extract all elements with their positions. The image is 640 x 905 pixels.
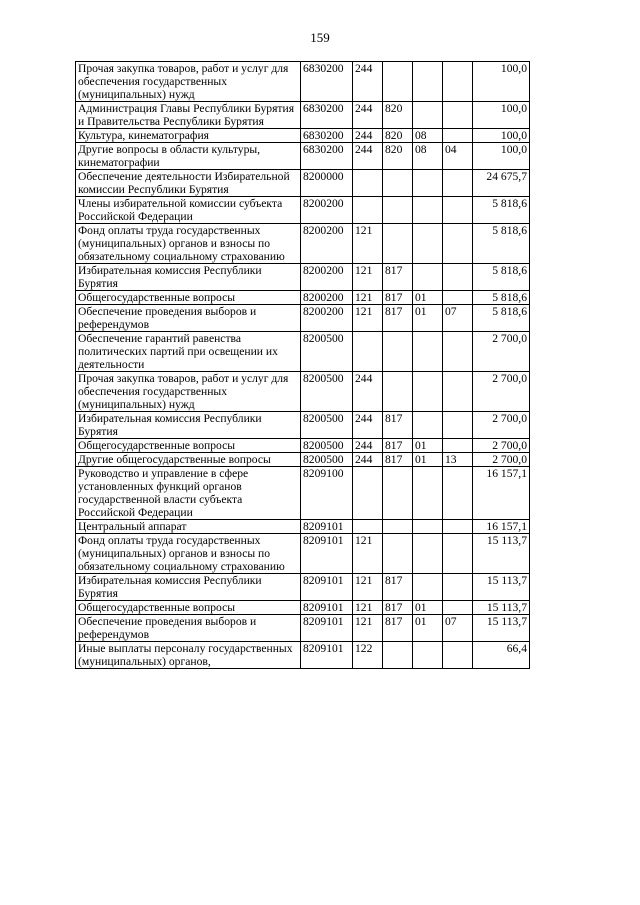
row-sum-cell: 15 113,7 <box>473 534 530 574</box>
row-administrator-cell <box>383 197 413 224</box>
row-target-code-cell: 8209101 <box>301 642 353 669</box>
row-sum-cell: 100,0 <box>473 102 530 129</box>
row-subsection-cell: 07 <box>443 305 473 332</box>
row-name-cell: Общегосударственные вопросы <box>76 291 301 305</box>
row-administrator-cell <box>383 520 413 534</box>
row-name-cell: Избирательная комиссия Республики Бурятия <box>76 264 301 291</box>
row-sum-cell: 2 700,0 <box>473 412 530 439</box>
row-subsection-cell <box>443 170 473 197</box>
row-expense-type-cell: 244 <box>353 129 383 143</box>
row-sum-cell: 2 700,0 <box>473 372 530 412</box>
row-sum-cell: 15 113,7 <box>473 615 530 642</box>
row-sum-cell: 100,0 <box>473 129 530 143</box>
row-administrator-cell: 817 <box>383 615 413 642</box>
row-sum-cell: 5 818,6 <box>473 305 530 332</box>
row-expense-type-cell: 244 <box>353 102 383 129</box>
row-section-cell <box>413 642 443 669</box>
row-target-code-cell: 6830200 <box>301 129 353 143</box>
row-target-code-cell: 8200500 <box>301 332 353 372</box>
row-expense-type-cell: 121 <box>353 305 383 332</box>
row-target-code-cell: 8200200 <box>301 264 353 291</box>
row-section-cell <box>413 412 443 439</box>
row-expense-type-cell: 122 <box>353 642 383 669</box>
row-name-cell: Обеспечение гарантий равенства политических партий при освещении их деятельности <box>76 332 301 372</box>
table-row <box>76 467 530 520</box>
row-administrator-cell <box>383 332 413 372</box>
table-row <box>76 601 530 615</box>
row-subsection-cell <box>443 62 473 102</box>
row-subsection-cell <box>443 574 473 601</box>
table-row <box>76 412 530 439</box>
table-row <box>76 264 530 291</box>
row-target-code-cell: 8209101 <box>301 615 353 642</box>
row-section-cell: 08 <box>413 143 443 170</box>
row-administrator-cell: 820 <box>383 129 413 143</box>
row-target-code-cell: 8200500 <box>301 453 353 467</box>
row-subsection-cell <box>443 372 473 412</box>
row-subsection-cell <box>443 332 473 372</box>
row-sum-cell: 15 113,7 <box>473 574 530 601</box>
row-target-code-cell: 8200500 <box>301 439 353 453</box>
row-expense-type-cell <box>353 467 383 520</box>
row-sum-cell: 16 157,1 <box>473 467 530 520</box>
row-sum-cell: 5 818,6 <box>473 224 530 264</box>
row-target-code-cell: 8200200 <box>301 291 353 305</box>
row-section-cell: 01 <box>413 615 443 642</box>
row-name-cell: Руководство и управление в сфере установленных функций органов государственной власти субъекта Российской Федерации <box>76 467 301 520</box>
row-subsection-cell <box>443 291 473 305</box>
row-sum-cell: 5 818,6 <box>473 197 530 224</box>
row-section-cell <box>413 574 443 601</box>
table-row <box>76 372 530 412</box>
row-administrator-cell: 817 <box>383 574 413 601</box>
row-name-cell: Другие вопросы в области культуры, кинематографии <box>76 143 301 170</box>
row-section-cell: 01 <box>413 453 443 467</box>
row-subsection-cell <box>443 534 473 574</box>
row-section-cell: 08 <box>413 129 443 143</box>
table-row <box>76 305 530 332</box>
row-expense-type-cell: 121 <box>353 224 383 264</box>
row-expense-type-cell <box>353 332 383 372</box>
row-expense-type-cell: 244 <box>353 439 383 453</box>
row-target-code-cell: 8209101 <box>301 601 353 615</box>
row-name-cell: Фонд оплаты труда государственных (муниципальных) органов и взносы по обязательному социальному страхованию <box>76 534 301 574</box>
row-subsection-cell: 13 <box>443 453 473 467</box>
row-target-code-cell: 6830200 <box>301 143 353 170</box>
row-expense-type-cell <box>353 170 383 197</box>
row-subsection-cell <box>443 439 473 453</box>
row-administrator-cell <box>383 62 413 102</box>
row-name-cell: Другие общегосударственные вопросы <box>76 453 301 467</box>
row-target-code-cell: 8200500 <box>301 412 353 439</box>
row-administrator-cell: 817 <box>383 264 413 291</box>
row-name-cell: Обеспечение деятельности Избирательной комиссии Республики Бурятия <box>76 170 301 197</box>
row-expense-type-cell: 244 <box>353 412 383 439</box>
row-sum-cell: 2 700,0 <box>473 453 530 467</box>
row-subsection-cell <box>443 467 473 520</box>
row-target-code-cell: 8200000 <box>301 170 353 197</box>
row-section-cell: 01 <box>413 601 443 615</box>
row-target-code-cell: 8200200 <box>301 305 353 332</box>
row-administrator-cell: 820 <box>383 102 413 129</box>
table-row <box>76 439 530 453</box>
row-section-cell <box>413 520 443 534</box>
row-subsection-cell <box>443 520 473 534</box>
table-row <box>76 170 530 197</box>
row-name-cell: Центральный аппарат <box>76 520 301 534</box>
table-row <box>76 224 530 264</box>
table-row <box>76 332 530 372</box>
row-name-cell: Иные выплаты персоналу государственных (муниципальных) органов, <box>76 642 301 669</box>
row-sum-cell: 2 700,0 <box>473 439 530 453</box>
row-administrator-cell: 817 <box>383 291 413 305</box>
table-row <box>76 143 530 170</box>
row-section-cell <box>413 224 443 264</box>
row-expense-type-cell: 121 <box>353 291 383 305</box>
table-row <box>76 62 530 102</box>
row-subsection-cell <box>443 197 473 224</box>
row-administrator-cell: 817 <box>383 305 413 332</box>
page-number: 159 <box>310 30 330 45</box>
row-section-cell <box>413 264 443 291</box>
row-name-cell: Избирательная комиссия Республики Бурятия <box>76 412 301 439</box>
row-subsection-cell <box>443 102 473 129</box>
row-section-cell <box>413 102 443 129</box>
row-target-code-cell: 8200200 <box>301 197 353 224</box>
row-name-cell: Прочая закупка товаров, работ и услуг для обеспечения государственных (муниципальных) нужд <box>76 372 301 412</box>
row-subsection-cell: 07 <box>443 615 473 642</box>
row-subsection-cell: 04 <box>443 143 473 170</box>
row-expense-type-cell <box>353 197 383 224</box>
row-expense-type-cell: 121 <box>353 601 383 615</box>
row-sum-cell: 5 818,6 <box>473 291 530 305</box>
row-subsection-cell <box>443 412 473 439</box>
table-row <box>76 534 530 574</box>
row-sum-cell: 2 700,0 <box>473 332 530 372</box>
table-row <box>76 642 530 669</box>
row-administrator-cell: 820 <box>383 143 413 170</box>
row-expense-type-cell: 244 <box>353 453 383 467</box>
row-administrator-cell <box>383 642 413 669</box>
row-administrator-cell <box>383 467 413 520</box>
table-row <box>76 102 530 129</box>
row-expense-type-cell: 244 <box>353 62 383 102</box>
row-administrator-cell <box>383 224 413 264</box>
table-row <box>76 291 530 305</box>
row-section-cell: 01 <box>413 439 443 453</box>
row-sum-cell: 16 157,1 <box>473 520 530 534</box>
row-subsection-cell <box>443 264 473 291</box>
row-subsection-cell <box>443 601 473 615</box>
row-administrator-cell <box>383 372 413 412</box>
row-sum-cell: 15 113,7 <box>473 601 530 615</box>
row-name-cell: Фонд оплаты труда государственных (муниципальных) органов и взносы по обязательному социальному страхованию <box>76 224 301 264</box>
table-row <box>76 574 530 601</box>
row-name-cell: Члены избирательной комиссии субъекта Российской Федерации <box>76 197 301 224</box>
row-administrator-cell <box>383 534 413 574</box>
row-expense-type-cell: 121 <box>353 615 383 642</box>
row-name-cell: Общегосударственные вопросы <box>76 439 301 453</box>
row-section-cell <box>413 467 443 520</box>
row-name-cell: Общегосударственные вопросы <box>76 601 301 615</box>
row-target-code-cell: 8209101 <box>301 534 353 574</box>
row-sum-cell: 5 818,6 <box>473 264 530 291</box>
table-row <box>76 129 530 143</box>
budget-table <box>75 61 530 669</box>
table-row <box>76 453 530 467</box>
row-section-cell <box>413 62 443 102</box>
row-name-cell: Администрация Главы Республики Бурятия и Правительства Республики Бурятия <box>76 102 301 129</box>
row-administrator-cell <box>383 170 413 197</box>
row-section-cell <box>413 534 443 574</box>
row-expense-type-cell: 121 <box>353 574 383 601</box>
row-target-code-cell: 8200200 <box>301 224 353 264</box>
row-section-cell <box>413 372 443 412</box>
row-target-code-cell: 6830200 <box>301 62 353 102</box>
row-sum-cell: 100,0 <box>473 143 530 170</box>
row-target-code-cell: 6830200 <box>301 102 353 129</box>
table-row <box>76 520 530 534</box>
row-sum-cell: 100,0 <box>473 62 530 102</box>
table-row <box>76 615 530 642</box>
row-name-cell: Культура, кинематография <box>76 129 301 143</box>
row-name-cell: Избирательная комиссия Республики Бурятия <box>76 574 301 601</box>
row-subsection-cell <box>443 224 473 264</box>
row-administrator-cell: 817 <box>383 453 413 467</box>
row-section-cell <box>413 332 443 372</box>
row-expense-type-cell: 121 <box>353 264 383 291</box>
row-administrator-cell: 817 <box>383 439 413 453</box>
row-name-cell: Обеспечение проведения выборов и референдумов <box>76 305 301 332</box>
row-section-cell: 01 <box>413 305 443 332</box>
row-target-code-cell: 8209101 <box>301 520 353 534</box>
row-expense-type-cell: 121 <box>353 534 383 574</box>
row-expense-type-cell: 244 <box>353 372 383 412</box>
row-section-cell <box>413 170 443 197</box>
row-target-code-cell: 8209101 <box>301 574 353 601</box>
row-subsection-cell <box>443 129 473 143</box>
row-target-code-cell: 8209100 <box>301 467 353 520</box>
row-expense-type-cell <box>353 520 383 534</box>
row-section-cell: 01 <box>413 291 443 305</box>
row-target-code-cell: 8200500 <box>301 372 353 412</box>
row-section-cell <box>413 197 443 224</box>
row-name-cell: Обеспечение проведения выборов и референдумов <box>76 615 301 642</box>
row-expense-type-cell: 244 <box>353 143 383 170</box>
row-subsection-cell <box>443 642 473 669</box>
row-administrator-cell: 817 <box>383 601 413 615</box>
row-name-cell: Прочая закупка товаров, работ и услуг для обеспечения государственных (муниципальных) нужд <box>76 62 301 102</box>
budget-table-body <box>76 62 530 669</box>
table-row <box>76 197 530 224</box>
row-sum-cell: 24 675,7 <box>473 170 530 197</box>
row-administrator-cell: 817 <box>383 412 413 439</box>
row-sum-cell: 66,4 <box>473 642 530 669</box>
